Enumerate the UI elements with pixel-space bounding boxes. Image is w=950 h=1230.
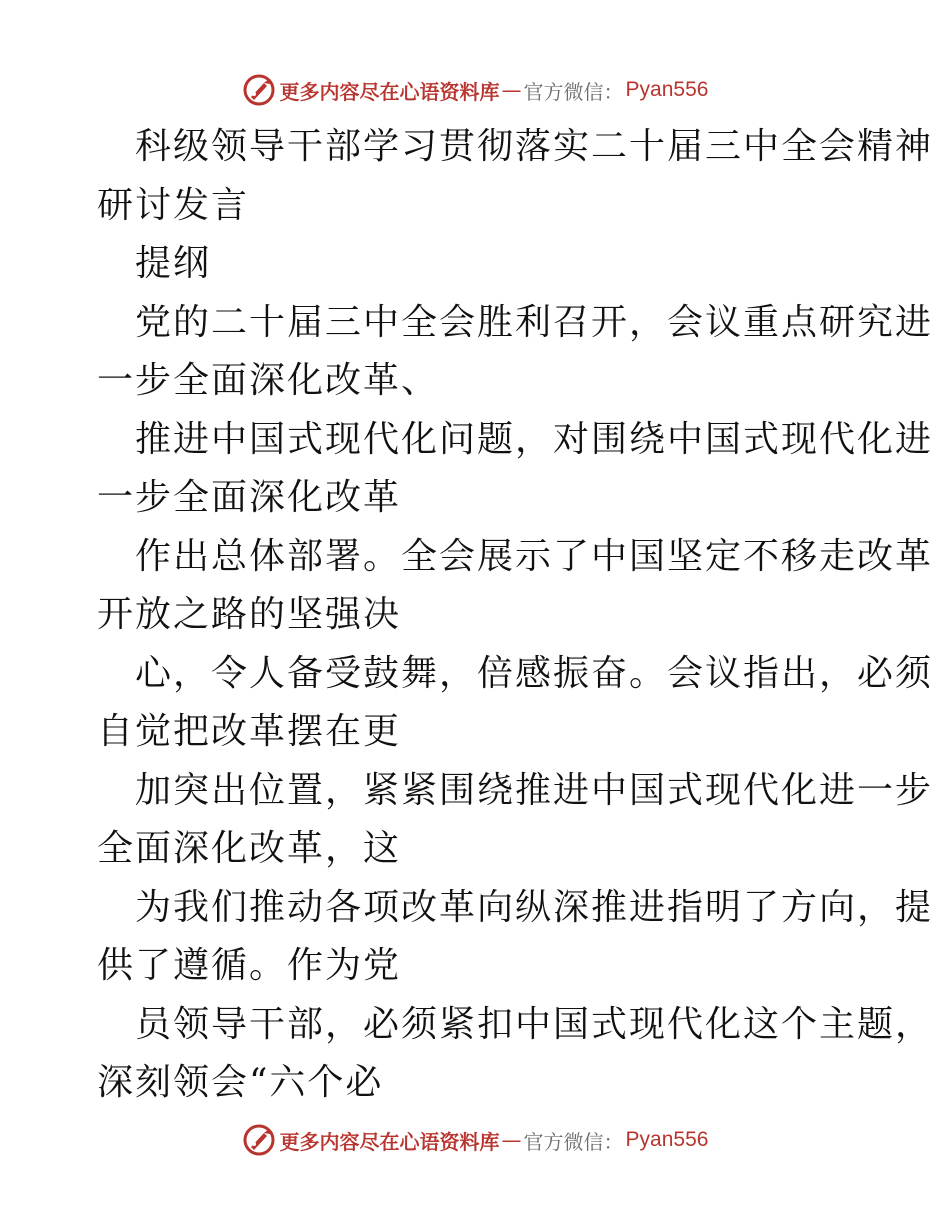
wechat-label: 官方微信： [523, 79, 624, 104]
text-line: 开放之路的坚强决 [97, 594, 402, 635]
wechat-id: Pyan556 [625, 1128, 709, 1151]
footer-banner [0, 1120, 950, 1160]
banner-separator: — [501, 78, 522, 102]
text-line: 深刻领会“六个必 [97, 1062, 384, 1103]
text-line: 一步全面深化改革、 [97, 360, 440, 401]
text-line: 加突出位置，紧紧围绕推进中国式现代化进一步 [135, 769, 934, 811]
text-line: 科级领导干部学习贯彻落实二十届三中全会精神 [135, 126, 934, 167]
quill-logo-icon [242, 73, 276, 107]
wechat-label: 官方微信： [523, 1129, 624, 1154]
text-line: 员领导干部，必须紧扣中国式现代化这个主题， [135, 1003, 934, 1045]
text-line: 研讨发言 [97, 184, 250, 226]
text-line: 一步全面深化改革 [97, 477, 402, 518]
text-line: 推进中国式现代化问题，对围绕中国式现代化进 [135, 418, 934, 460]
text-line: 为我们推动各项改革向纵深推进指明了方向，提 [135, 886, 934, 928]
text-line: 全面深化改革，这 [97, 828, 402, 869]
text-line: 作出总体部署。全会展示了中国坚定不移走改革 [135, 535, 934, 577]
document-body [97, 118, 934, 1113]
banner-text: 更多内容尽在心语资料库 [279, 79, 500, 104]
text-line: 党的二十届三中全会胜利召开，会议重点研究进 [135, 301, 934, 343]
banner-separator: — [501, 1128, 522, 1152]
quill-logo-icon [242, 1123, 276, 1157]
text-line: 提纲 [135, 243, 212, 284]
text-line: 供了遵循。作为党 [97, 945, 402, 986]
banner-text: 更多内容尽在心语资料库 [279, 1129, 500, 1154]
text-line: 心，令人备受鼓舞，倍感振奋。会议指出，必须 [135, 652, 934, 694]
header-banner [0, 70, 950, 110]
text-line: 自觉把改革摆在更 [97, 711, 402, 752]
wechat-id: Pyan556 [625, 78, 709, 101]
